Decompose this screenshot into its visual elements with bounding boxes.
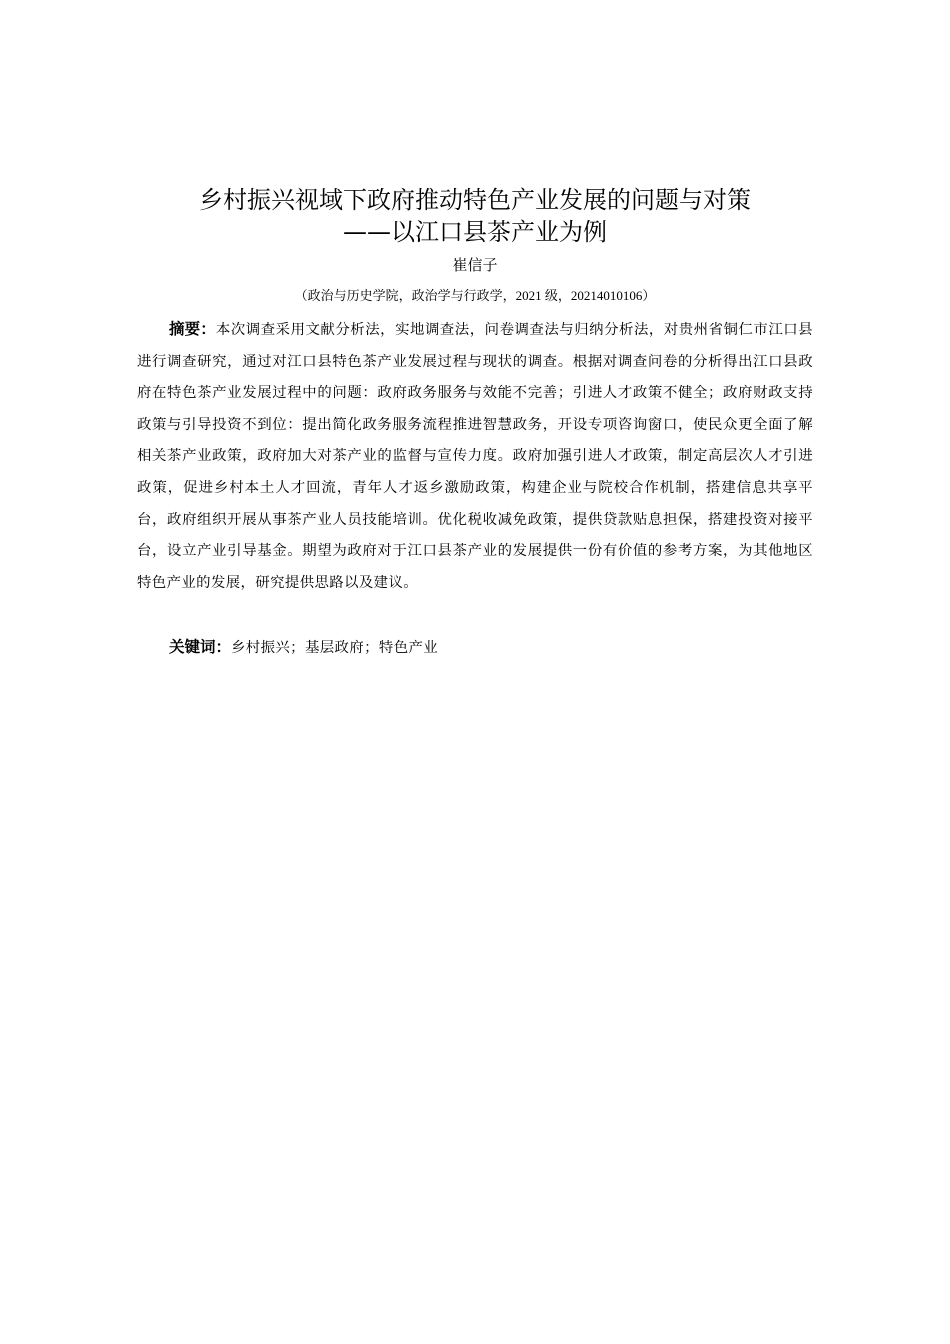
abstract-paragraph	[137, 314, 813, 599]
abstract-text: 本次调查采用文献分析法，实地调查法，问卷调查法与归纳分析法，对贵州省铜仁市江口县进行调查研究，通过对江口县特色茶产业发展过程与现状的调查。根据对调查问卷的分析得出江口县政府在特色茶产业发展过程中的问题：政府政务服务与效能不完善；引进人才政策不健全；政府财政支持政策与引导投资不到位：提出简化政务服务流程推进智慧政务，开设专项咨询窗口，使民众更全面了解相关茶产业政策，政府加大对茶产业的监督与宣传力度。政府加强引进人才政策，制定高层次人才引进政策，促进乡村本土人才回流，青年人才返乡激励政策，构建企业与院校合作机制，搭建信息共享平台，政府组织开展从事茶产业人员技能培训。优化税收减免政策，提供贷款贴息担保，搭建投资对接平台，设立产业引导基金。期望为政府对于江口县茶产业的发展提供一份有价值的参考方案，为其他地区特色产业的发展，研究提供思路以及建议。	[137, 322, 813, 591]
paper-title: 乡村振兴视域下政府推动特色产业发展的问题与对策	[199, 186, 751, 214]
paper-subtitle: ——以江口县茶产业为例	[343, 218, 607, 246]
keywords-label: 关键词：	[169, 638, 232, 656]
keywords-paragraph	[137, 632, 813, 665]
abstract-label: 摘要：	[169, 320, 216, 338]
author-name: 崔信子	[452, 256, 498, 274]
author-affiliation: （政治与历史学院，政治学与行政学，2021 级，20214010106）	[294, 288, 656, 303]
keywords-text: 乡村振兴；基层政府；特色产业	[231, 640, 439, 656]
